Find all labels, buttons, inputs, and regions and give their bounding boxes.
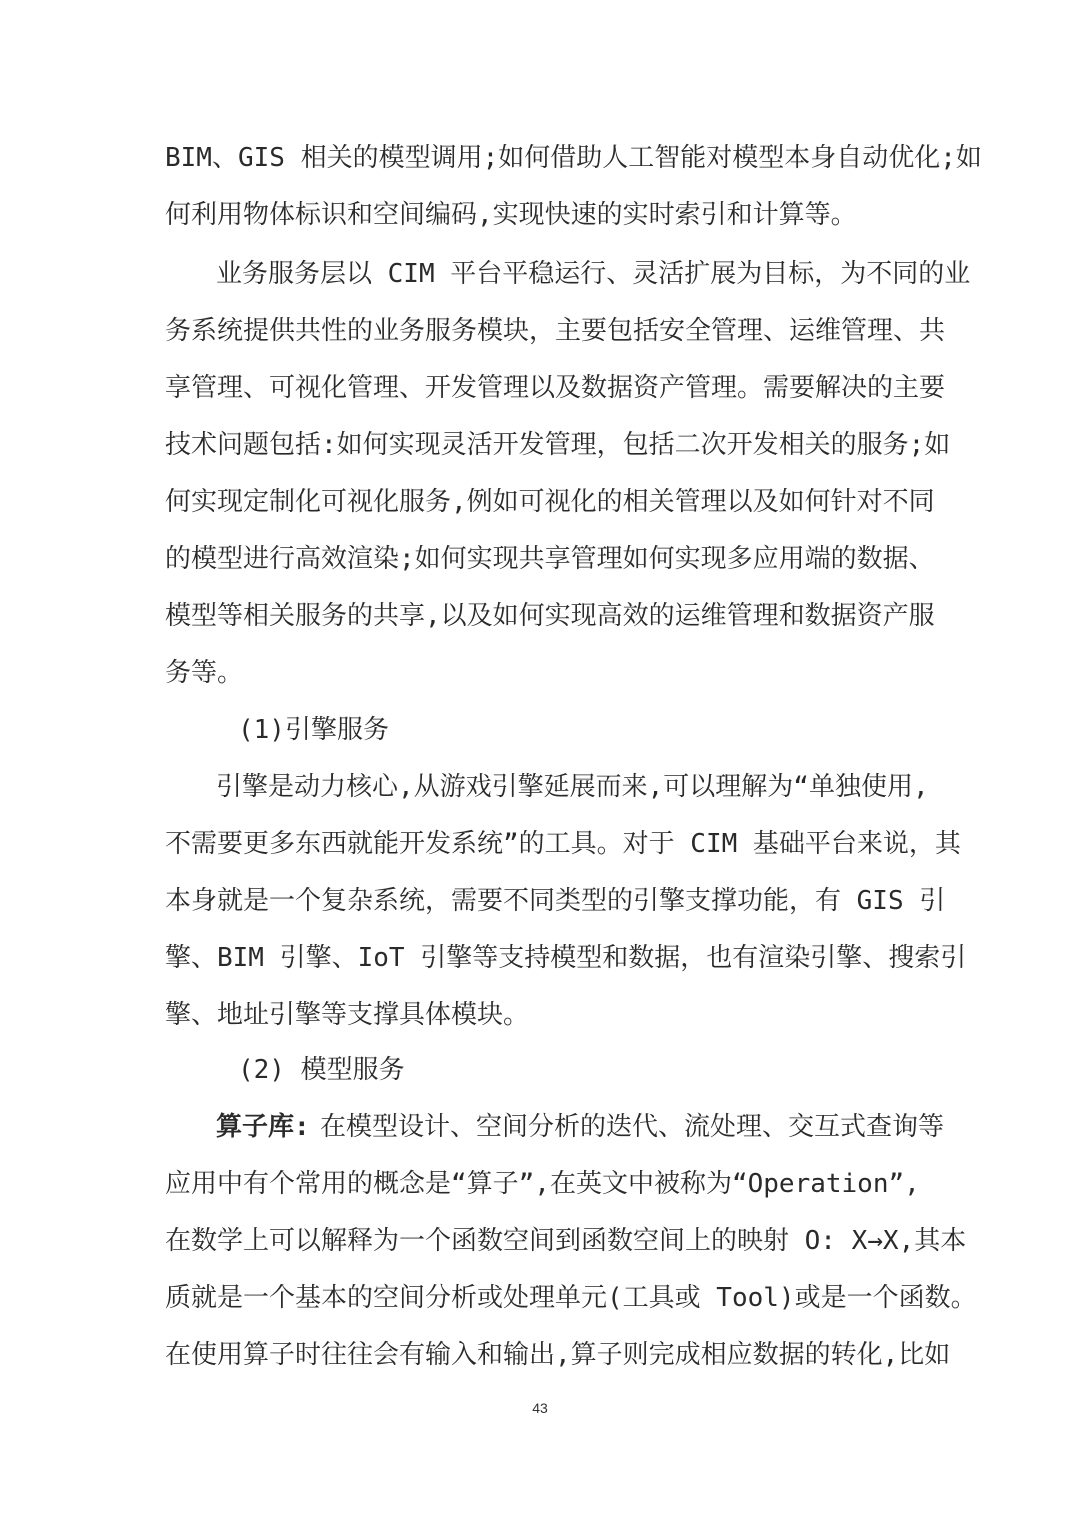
paragraph-line: 质就是一个基本的空间分析或处理单元(工具或 Tool)或是一个函数。 bbox=[165, 1283, 977, 1313]
paragraph-line: 务等。 bbox=[165, 658, 244, 688]
paragraph-line: 的模型进行高效渲染;如何实现共享管理如何实现多应用端的数据、 bbox=[165, 544, 935, 574]
paragraph-line: 擎、BIM 引擎、IoT 引擎等支持模型和数据，也有渲染引擎、搜索引 bbox=[165, 943, 967, 973]
paragraph-line: 擎、地址引擎等支撑具体模块。 bbox=[165, 1000, 530, 1030]
paragraph-line: 享管理、可视化管理、开发管理以及数据资产管理。需要解决的主要 bbox=[165, 373, 946, 403]
page-number: 43 bbox=[532, 1400, 548, 1416]
paragraph-line: 何实现定制化可视化服务,例如可视化的相关管理以及如何针对不同 bbox=[165, 487, 935, 517]
paragraph-line: 不需要更多东西就能开发系统”的工具。对于 CIM 基础平台来说，其 bbox=[165, 829, 961, 859]
paragraph-line: 技术问题包括:如何实现灵活开发管理，包括二次开发相关的服务;如 bbox=[165, 430, 951, 460]
paragraph-line: 在模型设计、空间分析的迭代、流处理、交互式查询等 bbox=[320, 1112, 945, 1142]
paragraph-line: 何利用物体标识和空间编码,实现快速的实时索引和计算等。 bbox=[165, 200, 857, 230]
paragraph-line: 在数学上可以解释为一个函数空间到函数空间上的映射 O: X→X,其本 bbox=[165, 1226, 967, 1256]
paragraph-line: BIM、GIS 相关的模型调用;如何借助人工智能对模型本身自动优化;如 bbox=[165, 143, 982, 173]
section-heading-model-service: (2) 模型服务 bbox=[238, 1055, 405, 1085]
paragraph-line: 在使用算子时往往会有输入和输出,算子则完成相应数据的转化,比如 bbox=[165, 1340, 951, 1370]
paragraph-line: 引擎是动力核心,从游戏引擎延展而来,可以理解为“单独使用, bbox=[216, 772, 929, 802]
operator-library-term: 算子库: bbox=[216, 1112, 310, 1142]
section-heading-engine-service: (1)引擎服务 bbox=[238, 715, 389, 745]
paragraph-line: 应用中有个常用的概念是“算子”,在英文中被称为“Operation”, bbox=[165, 1169, 920, 1199]
paragraph-line: 业务服务层以 CIM 平台平稳运行、灵活扩展为目标，为不同的业 bbox=[216, 259, 971, 289]
paragraph-line: 务系统提供共性的业务服务模块，主要包括安全管理、运维管理、共 bbox=[165, 316, 946, 346]
paragraph-line: 模型等相关服务的共享,以及如何实现高效的运维管理和数据资产服 bbox=[165, 601, 935, 631]
paragraph-line: 本身就是一个复杂系统，需要不同类型的引擎支撑功能，有 GIS 引 bbox=[165, 886, 946, 916]
